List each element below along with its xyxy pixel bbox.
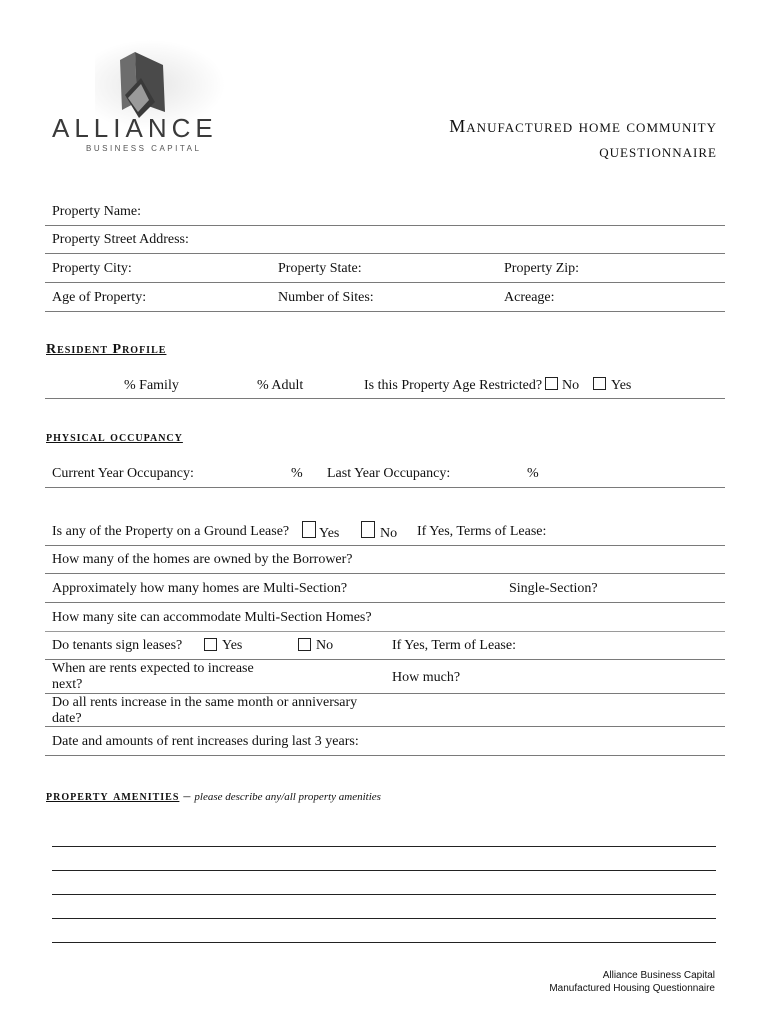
footer-company: Alliance Business Capital bbox=[602, 970, 715, 981]
amenities-instruction: please describe any/all property amenities bbox=[194, 791, 381, 803]
same-month-label-line2: date? bbox=[52, 711, 82, 726]
page-title-line2: questionnaire bbox=[599, 141, 717, 161]
physical-occupancy-heading: physical occupancy bbox=[46, 430, 183, 445]
resident-profile-heading: Resident Profile bbox=[46, 342, 167, 357]
age-restricted-yes-label: Yes bbox=[611, 378, 632, 393]
last-occupancy-percent: % bbox=[527, 466, 539, 481]
sign-leases-yes-checkbox[interactable] bbox=[204, 638, 217, 651]
property-age-label: Age of Property: bbox=[52, 290, 147, 305]
amenities-line[interactable] bbox=[52, 942, 716, 943]
current-occupancy-percent: % bbox=[291, 466, 303, 481]
amenities-line[interactable] bbox=[52, 870, 716, 871]
property-street-field[interactable] bbox=[45, 253, 725, 254]
ground-lease-yes-label: Yes bbox=[319, 526, 340, 541]
property-amenities-header bbox=[46, 787, 381, 805]
ground-lease-no-label: No bbox=[380, 526, 398, 541]
rent-increase-field[interactable] bbox=[45, 693, 725, 694]
age-sites-acreage-field[interactable] bbox=[45, 311, 725, 312]
same-month-label-line1: Do all rents increase in the same month or anniversary bbox=[52, 695, 358, 710]
last-year-occupancy-label: Last Year Occupancy: bbox=[327, 466, 451, 481]
property-zip-label: Property Zip: bbox=[504, 261, 580, 276]
acreage-label: Acreage: bbox=[504, 290, 555, 305]
age-restricted-no-checkbox[interactable] bbox=[545, 377, 558, 390]
ground-lease-terms-label: If Yes, Terms of Lease: bbox=[417, 524, 547, 539]
logo-company-name: ALLIANCE bbox=[52, 113, 218, 143]
amenities-line[interactable] bbox=[52, 894, 716, 895]
rent-history-label: Date and amounts of rent increases during last 3 years: bbox=[52, 734, 359, 749]
accommodate-field[interactable] bbox=[45, 631, 725, 632]
age-restricted-yes-checkbox[interactable] bbox=[593, 377, 606, 390]
adult-percent-label: % Adult bbox=[257, 378, 304, 393]
age-restricted-label: Is this Property Age Restricted? bbox=[364, 378, 543, 393]
homes-owned-field[interactable] bbox=[45, 573, 725, 574]
property-city-state-zip-field[interactable] bbox=[45, 282, 725, 283]
amenities-line[interactable] bbox=[52, 846, 716, 847]
occupancy-field[interactable] bbox=[45, 487, 725, 488]
property-street-label: Property Street Address: bbox=[52, 232, 189, 247]
ground-lease-label: Is any of the Property on a Ground Lease? bbox=[52, 524, 290, 539]
sign-leases-no-label: No bbox=[316, 638, 334, 653]
same-month-field[interactable] bbox=[45, 726, 725, 727]
single-section-label: Single-Section? bbox=[509, 581, 598, 596]
ground-lease-no-checkbox[interactable] bbox=[361, 521, 375, 538]
rent-increase-label-line2: next? bbox=[52, 677, 83, 692]
number-of-sites-label: Number of Sites: bbox=[278, 290, 374, 305]
amenities-line[interactable] bbox=[52, 918, 716, 919]
age-restricted-no-label: No bbox=[562, 378, 580, 393]
sign-leases-label: Do tenants sign leases? bbox=[52, 638, 183, 653]
property-amenities-heading: property amenities bbox=[46, 789, 180, 804]
rent-history-field[interactable] bbox=[45, 755, 725, 756]
lease-term-label: If Yes, Term of Lease: bbox=[392, 638, 516, 653]
sign-leases-field[interactable] bbox=[45, 659, 725, 660]
property-state-label: Property State: bbox=[278, 261, 362, 276]
how-much-label: How much? bbox=[392, 670, 461, 685]
section-count-field[interactable] bbox=[45, 602, 725, 603]
amenities-dash: – bbox=[183, 789, 191, 804]
property-name-label: Property Name: bbox=[52, 204, 142, 219]
accommodate-multi-section-label: How many site can accommodate Multi-Section Homes? bbox=[52, 610, 372, 625]
family-percent-label: % Family bbox=[124, 378, 179, 393]
rent-increase-label-line1: When are rents expected to increase bbox=[52, 661, 254, 676]
homes-owned-label: How many of the homes are owned by the Borrower? bbox=[52, 552, 353, 567]
sign-leases-yes-label: Yes bbox=[222, 638, 243, 653]
property-city-label: Property City: bbox=[52, 261, 132, 276]
multi-section-label: Approximately how many homes are Multi-Section? bbox=[52, 581, 348, 596]
ground-lease-field[interactable] bbox=[45, 545, 725, 546]
divider bbox=[45, 398, 725, 399]
footer-document-name: Manufactured Housing Questionnaire bbox=[549, 983, 715, 994]
property-name-field[interactable] bbox=[45, 225, 725, 226]
ground-lease-yes-checkbox[interactable] bbox=[302, 521, 316, 538]
current-year-occupancy-label: Current Year Occupancy: bbox=[52, 466, 194, 481]
logo-tagline: BUSINESS CAPITAL bbox=[86, 144, 202, 153]
page-title-line1: Manufactured home community bbox=[449, 116, 717, 136]
sign-leases-no-checkbox[interactable] bbox=[298, 638, 311, 651]
